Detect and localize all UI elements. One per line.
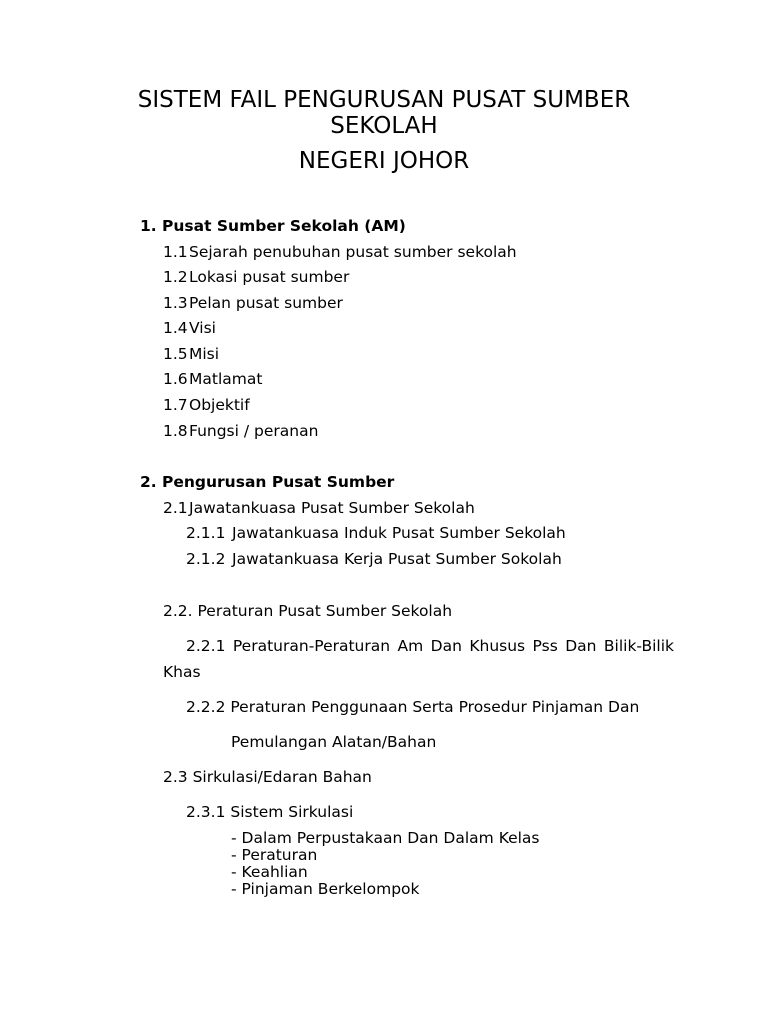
item-label: Sirkulasi/Edaran Bahan — [192, 768, 372, 786]
list-item — [163, 345, 219, 363]
subsection-2-3 — [163, 768, 372, 786]
title-line-3: NEGERI JOHOR — [298, 148, 470, 174]
list-item — [163, 268, 349, 286]
bullet-item: - Dalam Perpustakaan Dan Dalam Kelas — [231, 829, 540, 847]
item-number: 1.3 — [163, 294, 188, 312]
section-title: Pusat Sumber Sekolah (AM) — [162, 217, 406, 235]
subsection-2-2-2-line-1 — [186, 698, 639, 716]
section-2-heading — [140, 473, 394, 491]
item-number: 1.7 — [163, 396, 188, 414]
item-label: Lokasi pusat sumber — [189, 268, 350, 286]
title-line-2: SEKOLAH — [330, 113, 438, 139]
item-number: 2.1.1 — [186, 524, 226, 542]
item-label: Jawatankuasa Pusat Sumber Sekolah — [189, 499, 475, 517]
bullet-item: - Pinjaman Berkelompok — [231, 880, 420, 898]
bullet-item: - Keahlian — [231, 863, 308, 881]
item-number: 1.5 — [163, 345, 188, 363]
item-number: 1.4 — [163, 319, 188, 337]
item-number: 1.2 — [163, 268, 188, 286]
subsection-2-3-1 — [186, 803, 353, 821]
subsection-2-1-1 — [186, 524, 566, 542]
item-number: 2.2. — [163, 602, 193, 620]
item-label: Pelan pusat sumber — [189, 294, 343, 312]
list-item — [163, 319, 216, 337]
item-label: Peraturan Pusat Sumber Sekolah — [197, 602, 453, 620]
title-line-1: SISTEM FAIL PENGURUSAN PUSAT SUMBER — [137, 87, 631, 113]
item-number: 2.2.1 — [186, 637, 226, 655]
subsection-2-1 — [163, 499, 475, 517]
item-label: Peraturan Penggunaan Serta Prosedur Pinjaman Dan — [230, 698, 640, 716]
item-label: Sistem Sirkulasi — [230, 803, 354, 821]
subsection-2-2-2-line-2: Pemulangan Alatan/Bahan — [231, 733, 437, 751]
section-1-heading — [140, 217, 406, 235]
item-label: Fungsi / peranan — [189, 422, 319, 440]
item-label: Jawatankuasa Induk Pusat Sumber Sekolah — [232, 524, 566, 542]
section-title: Pengurusan Pusat Sumber — [162, 473, 395, 491]
item-number: 2.3.1 — [186, 803, 226, 821]
item-label: Matlamat — [189, 370, 263, 388]
list-item — [163, 370, 262, 388]
item-number: 1.1 — [163, 243, 188, 261]
item-number: 2.3 — [163, 768, 188, 786]
item-label: Misi — [189, 345, 220, 363]
item-number: 1.6 — [163, 370, 188, 388]
list-item — [163, 396, 250, 414]
subsection-2-2-1-line-1 — [186, 637, 674, 655]
item-number: 2.2.2 — [186, 698, 226, 716]
section-number: 2. — [140, 473, 157, 491]
section-number: 1. — [140, 217, 157, 235]
list-item — [163, 422, 318, 440]
subsection-2-2-1-line-2: Khas — [163, 663, 201, 681]
item-label: Sejarah penubuhan pusat sumber sekolah — [189, 243, 517, 261]
item-number: 1.8 — [163, 422, 188, 440]
item-number: 2.1 — [163, 499, 188, 517]
subsection-2-2 — [163, 602, 452, 620]
list-item — [163, 294, 343, 312]
item-label: Jawatankuasa Kerja Pusat Sumber Sokolah — [232, 550, 562, 568]
item-label: Visi — [189, 319, 216, 337]
item-number: 2.1.2 — [186, 550, 226, 568]
subsection-2-1-2 — [186, 550, 562, 568]
bullet-item: - Peraturan — [231, 846, 318, 864]
item-label: Peraturan-Peraturan Am Dan Khusus Pss Dan Bilik-Bilik — [232, 637, 674, 655]
list-item — [163, 243, 517, 261]
item-label: Objektif — [189, 396, 250, 414]
